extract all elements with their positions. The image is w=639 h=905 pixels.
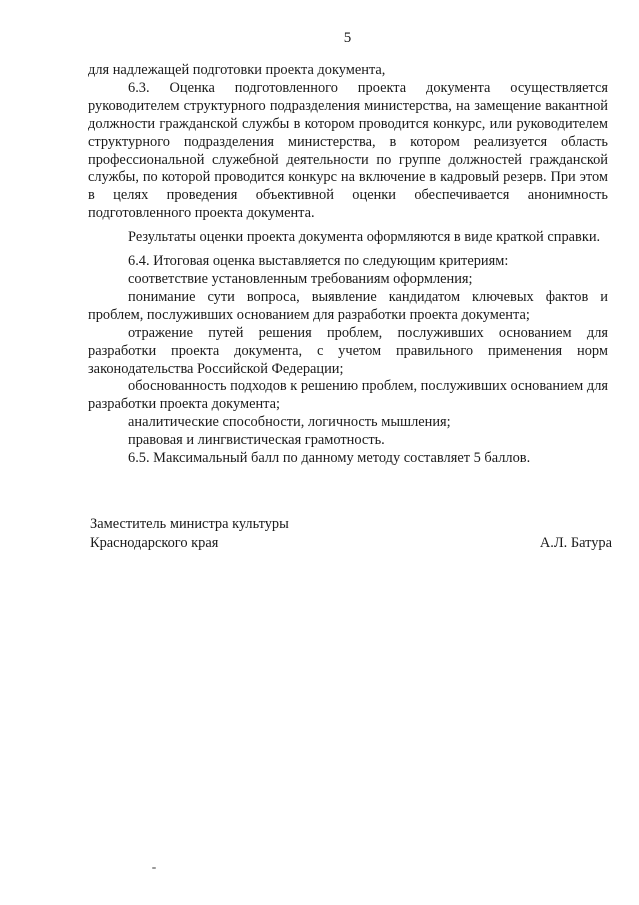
page-number: 5 xyxy=(343,30,352,46)
criterion-formatting: соответствие установленным требованиям оформления; xyxy=(128,270,473,287)
signatory-position xyxy=(90,515,612,553)
criterion-justification: обоснованность подходов к решению проблем, послуживших основанием для разработки проекта документа; xyxy=(88,378,608,413)
paragraph-results: Результаты оценки проекта документа оформляются в виде краткой справки. xyxy=(128,229,601,246)
criterion-solutions: отражение путей решения проблем, послуживших основанием для разработки проекта документа, с учетом правильного применения норм законодательства Российской Федерации; xyxy=(88,324,608,377)
paragraph-continuation: для надлежащей подготовки проекта документа, xyxy=(88,62,386,78)
paragraph-6-3: 6.3. Оценка подготовленного проекта документа осуществляется руководителем структурного подразделения министерства, на замещение вакантной должности гражданской службы в котором проводится конкурс, или руководителем структурного подразделения министерства, в котором реализуется область профессиональной служебной деятельности по группе должностей гражданской службы, по которой проводится конкурс на включение в кадровый резерв. При этом в целях проведения объективной оценки обеспечивается анонимность подготовленного проекта документа. xyxy=(88,79,608,222)
signature-block xyxy=(90,515,612,553)
signatory-position-line2: Краснодарского края xyxy=(90,535,219,551)
paragraph-6-4: 6.4. Итоговая оценка выставляется по следующим критериям: xyxy=(128,253,509,270)
document-body xyxy=(88,62,608,468)
signatory-name: А.Л. Батура xyxy=(539,535,612,551)
criterion-understanding: понимание сути вопроса, выявление кандидатом ключевых фактов и проблем, послуживших основанием для разработки проекта документа; xyxy=(88,288,608,323)
criterion-literacy: правовая и лингвистическая грамотность. xyxy=(128,432,385,449)
signatory-position-line1: Заместитель министра культуры xyxy=(90,516,289,532)
scan-artifact xyxy=(152,867,156,869)
criterion-analytical: аналитические способности, логичность мышления; xyxy=(128,414,451,431)
paragraph-6-5: 6.5. Максимальный балл по данному методу составляет 5 баллов. xyxy=(128,450,531,467)
